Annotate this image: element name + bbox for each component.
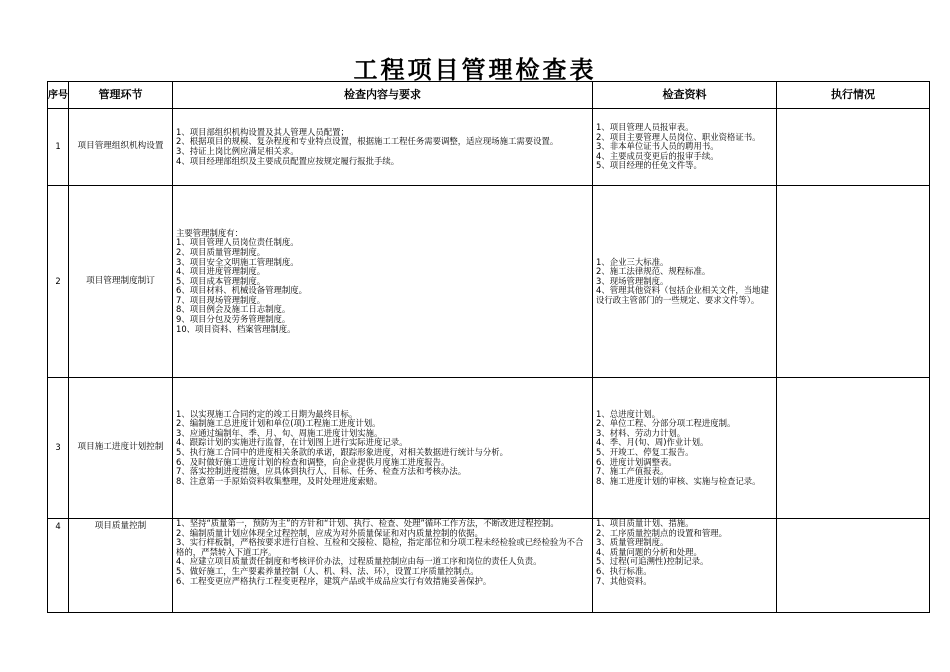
text-line: 5、做好施工，生产要素养量控制（人、机、料、法、环），设置工序质量控制点。 <box>176 565 479 576</box>
header-status: 执行情况 <box>777 82 930 109</box>
text-line: 9、项目分包及劳务管理制度。 <box>176 314 291 325</box>
text-line: 5、项目经理的任免文件等。 <box>596 160 702 171</box>
text-line: 4、管理其他资料（包括企业相关文件，当地建设行政主管部门的一些规定、要求文件等）。 <box>596 285 769 305</box>
row-status <box>777 109 930 186</box>
text-line: 3、项目安全文明施工管理制度。 <box>176 256 299 267</box>
text-line: 6、进度计划调整表。 <box>596 456 677 467</box>
row-number: 3 <box>48 378 69 519</box>
text-line: 2、单位工程、分部分项工程进度制。 <box>596 418 736 429</box>
text-line: 2、项目主要管理人员岗位、职业资格证书。 <box>596 131 761 142</box>
text-line: 1、总进度计划。 <box>596 408 660 419</box>
text-line: 4、主要成员变更后的报审手续。 <box>596 150 719 161</box>
row-content <box>173 519 593 613</box>
row-number: 2 <box>48 186 69 378</box>
text-line: 4、项目进度管理制度。 <box>176 266 266 277</box>
row-content <box>173 378 593 519</box>
text-line: 4、跟踪计划的实施进行监督，在计划图上进行实际进度记录。 <box>176 437 408 448</box>
text-line: 4、季、月(旬、周)作业计划。 <box>596 437 709 448</box>
text-line: 3、材料、劳动力计划。 <box>596 427 686 438</box>
text-line: 3、非本单位证书人员的聘用书。 <box>596 141 719 152</box>
table-row <box>48 378 930 519</box>
text-line: 2、编制施工总进度计划和单位(项)工程施工进度计划。 <box>176 418 381 429</box>
text-line: 6、工程变更应严格执行工程变更程序，建筑产品或半成品应实行有效措施妥善保护。 <box>176 575 492 586</box>
text-line: 1、项目管理人员报审表。 <box>596 122 694 133</box>
text-line: 7、项目现场管理制度。 <box>176 294 266 305</box>
text-line: 1、坚持“质量第一，预防为主”的方针和“计划、执行、检查、处理”循环工作方法，不断改进过程控制。 <box>176 518 559 528</box>
text-line: 5、过程(可追溯性)控制记录。 <box>596 556 709 567</box>
text-line: 2、项目质量管理制度。 <box>176 246 266 257</box>
table-row <box>48 186 930 378</box>
text-line: 4、项目经理部组织及主要成员配置应按规定履行报批手续。 <box>176 155 400 166</box>
row-materials <box>593 109 777 186</box>
document-title: 工程项目管理检查表 <box>353 55 597 84</box>
inspection-table <box>47 81 930 613</box>
text-line: 7、落实控制进度措施，应具体到执行人、目标、任务、检查方法和考核办法。 <box>176 466 467 477</box>
header-section: 管理环节 <box>69 82 173 109</box>
row-section: 项目管理制度制订 <box>69 186 173 378</box>
text-line: 1、以实现施工合同约定的竣工日期为最终目标。 <box>176 408 358 419</box>
text-line: 5、项目成本管理制度。 <box>176 275 266 286</box>
text-line: 5、开竣工、停复工报告。 <box>596 447 694 457</box>
row-section: 项目质量控制 <box>69 519 173 613</box>
text-line: 2、编制质量计划应体现全过程控制，应成为对外质量保证和对内质量控制的依据。 <box>176 527 483 538</box>
row-status <box>777 378 930 519</box>
text-line: 3、质量管理制度。 <box>596 537 669 548</box>
row-status <box>777 519 930 613</box>
text-line: 1、项目质量计划、措施。 <box>596 518 694 528</box>
table-row <box>48 519 930 613</box>
row-status <box>777 186 930 378</box>
text-line: 8、项目例会及施工日志制度。 <box>176 304 291 315</box>
header-seq: 序号 <box>48 82 69 109</box>
text-line: 7、施工产值报表。 <box>596 466 669 477</box>
row-number: 4 <box>48 519 69 613</box>
text-line: 8、施工进度计划的审核、实施与检查记录。 <box>596 475 761 486</box>
header-materials: 检查资料 <box>593 82 777 109</box>
row-section: 项目管理组织机构设置 <box>69 109 173 186</box>
row-number: 1 <box>48 109 69 186</box>
text-line: 1、企业三大标准。 <box>596 256 669 267</box>
text-line: 4、应建立项目质量责任制度和考核评价办法，过程质量控制应由每一道工序和岗位的责任人负责。 <box>176 556 542 567</box>
header-row <box>48 82 930 109</box>
row-content <box>173 186 593 378</box>
text-line: 3、持证上岗比例应满足相关求。 <box>176 146 299 156</box>
header-content: 检查内容与要求 <box>173 82 593 109</box>
row-materials <box>593 519 777 613</box>
row-materials <box>593 186 777 378</box>
text-line: 2、根据项目的规模、复杂程度和专业特点设置，根据施工工程任务需要调整，适应现场施工需要设置。 <box>176 136 559 147</box>
text-line: 10、项目资料、档案管理制度。 <box>176 323 296 334</box>
text-line: 7、其他资料。 <box>596 575 652 586</box>
text-line: 6、执行标准。 <box>596 565 652 576</box>
text-line: 主要管理制度有： <box>176 227 243 238</box>
text-line: 1、项目管理人员岗位责任制度。 <box>176 237 299 248</box>
text-line: 1、项目部组织机构设置及其人管理人员配置； <box>176 126 349 137</box>
row-materials <box>593 378 777 519</box>
table-row <box>48 109 930 186</box>
text-line: 5、执行施工合同中的进度相关条款的承诺，跟踪形象进度，对相关数据进行统计与分析。 <box>176 447 508 457</box>
text-line: 2、施工法律规范、规程标准。 <box>596 266 711 277</box>
text-line: 2、工序质量控制点的设置和管理。 <box>596 527 727 538</box>
row-content <box>173 109 593 186</box>
text-line: 3、现场管理制度。 <box>596 275 669 286</box>
text-line: 6、及时做好施工进度计划的检查和调整，向企业提供月度施工进度报告。 <box>176 456 450 467</box>
text-line: 8、注意第一手原始资料收集整理，及时处理进度索赔。 <box>176 475 383 486</box>
row-section: 项目施工进度计划控制 <box>69 378 173 519</box>
text-line: 4、质量问题的分析和处理。 <box>596 546 702 557</box>
text-line: 3、实行样板制，严格按要求进行自检、互检和交接检、隐检，指定部位和分项工程未经检验或已经检验为不合格的，严禁转入下道工序。 <box>176 537 584 557</box>
text-line: 3、应通过编制年、季、月、旬、周施工进度计划实施。 <box>176 427 383 438</box>
text-line: 6、项目材料、机械设备管理制度。 <box>176 285 307 296</box>
